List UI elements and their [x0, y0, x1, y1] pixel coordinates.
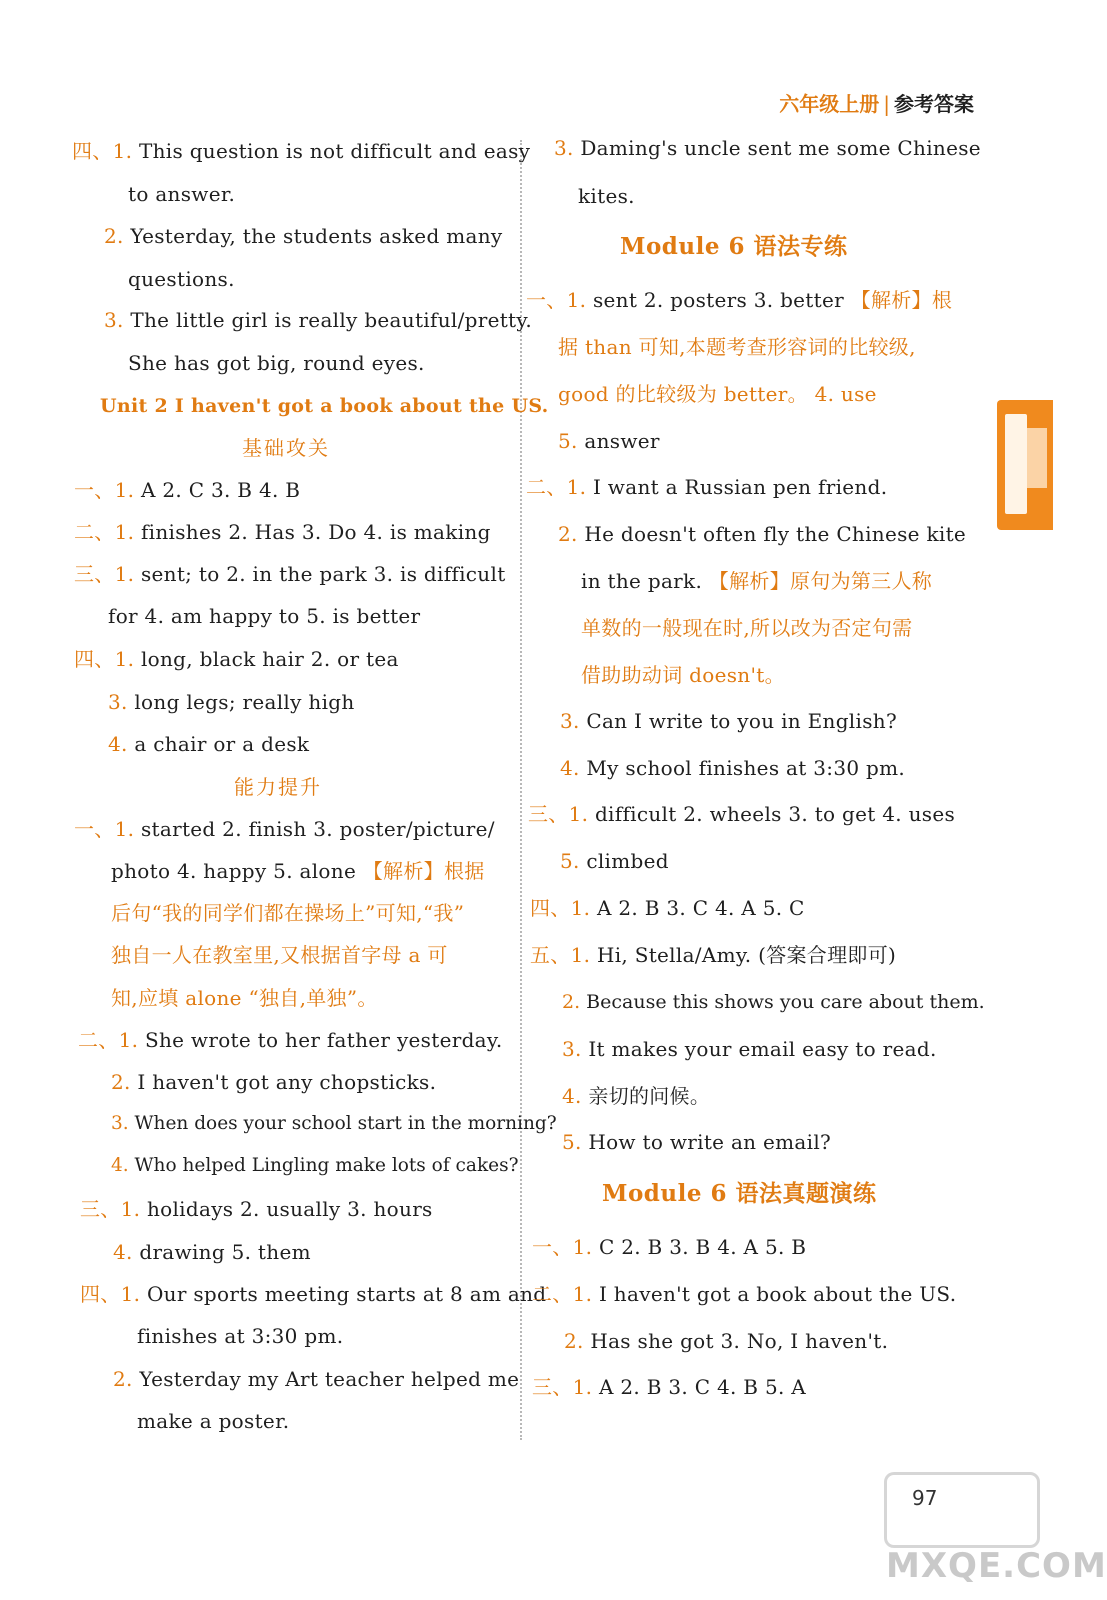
answer-line: 二、1. I want a Russian pen friend. [526, 475, 888, 499]
answer-line: 一、1. A 2. C 3. B 4. B [74, 478, 301, 502]
answer-line: 四、1. long, black hair 2. or tea [74, 647, 399, 671]
answer-line: 3. Daming's uncle sent me some Chinese [554, 136, 981, 160]
answer-line: 2. He doesn't often fly the Chinese kite [558, 522, 967, 546]
explanation-line: 借助助动词 doesn't。 [581, 663, 785, 687]
module-heading-grammar: Module 6 语法专练 [620, 233, 848, 260]
tab-notch-inner [1027, 428, 1047, 488]
answer-line: She has got big, round eyes. [128, 351, 425, 375]
answer-line: 3. The little girl is really beautiful/pretty. [104, 308, 532, 332]
answer-line: photo 4. happy 5. alone 【解析】根据 [111, 859, 485, 883]
explanation-line: 单数的一般现在时,所以改为否定句需 [581, 616, 913, 640]
explanation-line: 知,应填 alone “独自,单独”。 [111, 986, 378, 1010]
tab-notch [1005, 414, 1027, 514]
answer-line: 4. 亲切的问候。 [562, 1084, 711, 1108]
explanation-line: 独自一人在教室里,又根据首字母 a 可 [111, 943, 448, 967]
header-separator: | [883, 92, 890, 116]
answer-line: 4. drawing 5. them [113, 1240, 311, 1264]
answer-line: 2. Has she got 3. No, I haven't. [564, 1329, 889, 1353]
answer-line: 四、1. Our sports meeting starts at 8 am and [80, 1282, 547, 1306]
answer-line: 二、1. She wrote to her father yesterday. [78, 1028, 503, 1052]
answer-line: 五、1. Hi, Stella/Amy. (答案合理即可) [530, 943, 897, 967]
answer-line: 5. answer [558, 429, 660, 453]
answer-line: 2. Yesterday, the students asked many [104, 224, 503, 248]
answer-line: 二、1. finishes 2. Has 3. Do 4. is making [74, 520, 491, 544]
running-header [779, 88, 974, 117]
header-grade: 六年级上册 [779, 92, 880, 116]
watermark-logo [870, 1466, 1107, 1592]
answer-line: 2. Because this shows you care about them. [562, 991, 985, 1013]
watermark-text: MXQE.COM [886, 1546, 1107, 1586]
answer-line: 4. a chair or a desk [108, 732, 310, 756]
answer-line: kites. [578, 184, 635, 208]
answer-line: make a poster. [137, 1409, 290, 1433]
answer-line: 一、1. started 2. finish 3. poster/picture/ [74, 817, 495, 841]
edge-tab-decoration [997, 400, 1053, 530]
answer-line: 2. I haven't got any chopsticks. [111, 1070, 437, 1094]
explanation-line: 据 than 可知,本题考查形容词的比较级, [558, 335, 916, 359]
answer-line: 一、1. sent 2. posters 3. better 【解析】根 [526, 288, 953, 312]
answer-line: 4. Who helped Lingling make lots of cakes? [111, 1155, 519, 1176]
answer-line: 四、1. This question is not difficult and easy [72, 139, 531, 163]
answer-line: 3. Can I write to you in English? [560, 709, 897, 733]
column-divider [520, 140, 522, 1440]
answer-line: 三、1. A 2. B 3. C 4. B 5. A [532, 1375, 807, 1399]
answer-line: finishes at 3:30 pm. [137, 1324, 344, 1348]
section-heading-basics: 基础攻关 [242, 436, 330, 460]
answer-line: 二、1. I haven't got a book about the US. [532, 1282, 957, 1306]
answer-line: 一、1. C 2. B 3. B 4. A 5. B [532, 1235, 807, 1259]
answer-line: 3. long legs; really high [108, 690, 355, 714]
module-heading-real-exam: Module 6 语法真题演练 [602, 1180, 877, 1207]
watermark-emblem-icon [884, 1472, 1040, 1548]
answer-line: good 的比较级为 better。 4. use [558, 382, 877, 406]
answer-line: 5. How to write an email? [562, 1130, 832, 1154]
page-number: 97 [912, 1486, 938, 1510]
answer-line: 3. When does your school start in the morning? [111, 1113, 557, 1134]
answer-line: 四、1. A 2. B 3. C 4. A 5. C [530, 896, 805, 920]
unit-heading: Unit 2 I haven't got a book about the US. [100, 395, 549, 417]
answer-line: 5. climbed [560, 849, 669, 873]
answer-line: 3. It makes your email easy to read. [562, 1037, 937, 1061]
answer-line: 三、1. difficult 2. wheels 3. to get 4. uses [528, 802, 956, 826]
answer-line: questions. [128, 267, 235, 291]
answer-line: 4. My school finishes at 3:30 pm. [560, 756, 906, 780]
explanation-line: 后句“我的同学们都在操场上”可知,“我” [111, 901, 465, 925]
header-title: 参考答案 [894, 92, 974, 116]
answer-line: 三、1. holidays 2. usually 3. hours [80, 1197, 433, 1221]
answer-line: for 4. am happy to 5. is better [108, 604, 421, 628]
section-heading-ability: 能力提升 [234, 775, 322, 799]
answer-line: 三、1. sent; to 2. in the park 3. is difficult [74, 562, 506, 586]
answer-line: in the park. 【解析】原句为第三人称 [581, 569, 933, 593]
answer-line: 2. Yesterday my Art teacher helped me [113, 1367, 520, 1391]
answer-line: to answer. [128, 182, 236, 206]
